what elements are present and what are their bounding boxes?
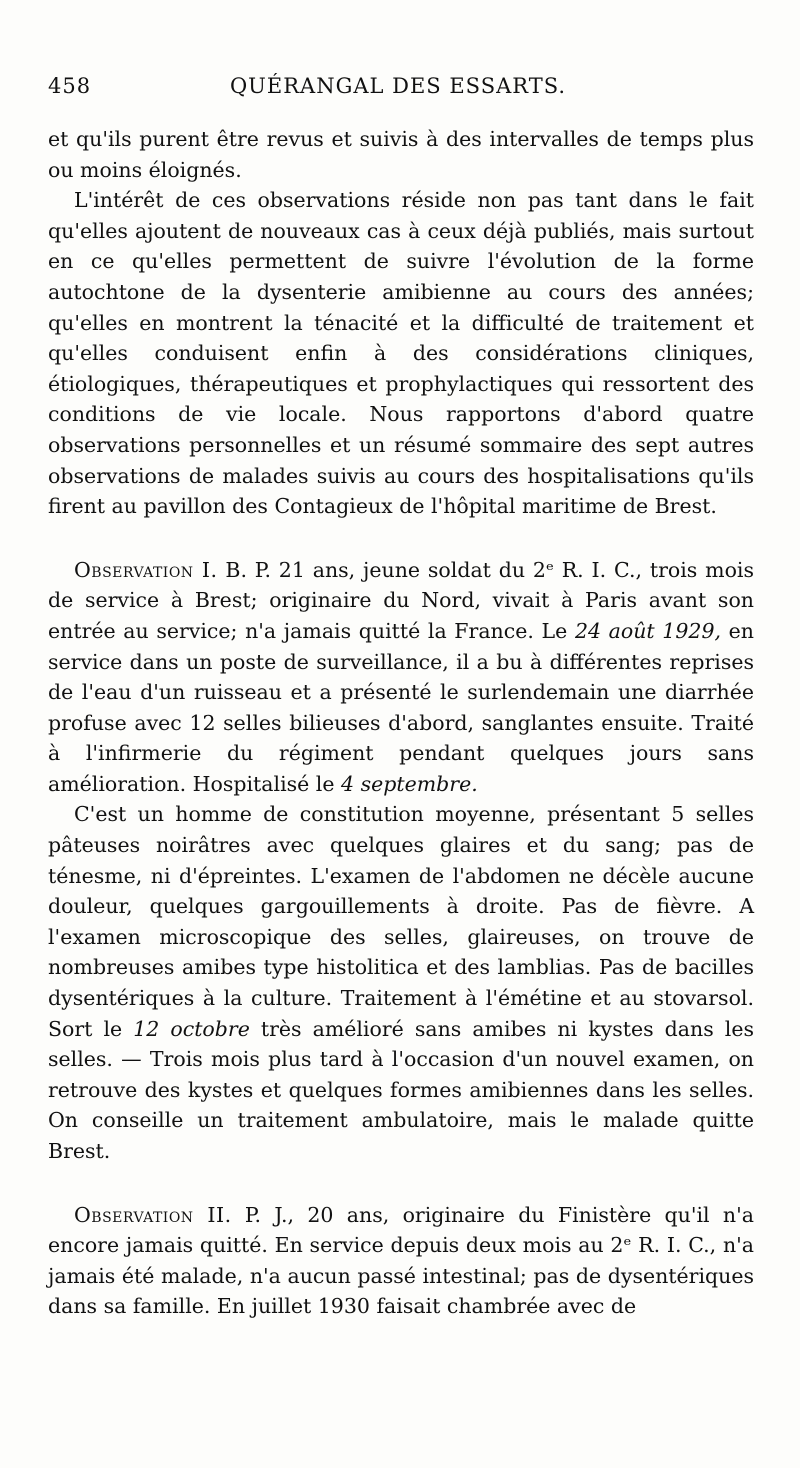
observation-1-date-1: 24 août 1929, [574, 618, 721, 643]
observation-1-date-3: 12 octobre [133, 1016, 250, 1041]
observation-2-paragraph-1 [48, 1200, 754, 1322]
page-number: 458 [48, 74, 92, 98]
intro-paragraph-1: et qu'ils purent être revus et suivis à des intervalles de temps plus ou moins éloignés. [48, 127, 754, 182]
observation-1-paragraph-1 [48, 555, 754, 800]
observation-1-paragraph-2 [48, 799, 754, 1166]
observation-1-label: Observation I. [74, 557, 218, 582]
page-header [48, 74, 748, 108]
observation-1-date-2: 4 septembre. [341, 771, 478, 796]
observation-1-text-a: B. P. 21 ans, jeune soldat du 2ᵉ R. I. C., trois mois de service à Brest; originaire du Nord, vivait à Paris avant son entrée au service; n'a jamais quitté la France. Le [48, 557, 754, 643]
observation-2-label: Observation II. [74, 1202, 232, 1227]
observation-2-date-1: 1930 [317, 1294, 370, 1319]
observation-2-text-a: P. J., 20 ans, originaire du Finistère qu'il n'a encore jamais quitté. En service depuis deux mois au 2ᵉ R. I. C., n'a jamais été malade, n'a aucun passé intestinal; pas de dysentériques dans sa famille. En juillet [48, 1202, 754, 1319]
section-gap [48, 522, 754, 555]
section-gap [48, 1167, 754, 1200]
observation-2-text-b: faisait chambrée avec de [376, 1294, 637, 1319]
running-title: QUÉRANGAL DES ESSARTS. [229, 74, 567, 98]
observation-1-text-c: C'est un homme de constitution moyenne, présentant 5 selles pâteuses noirâtres avec quelques glaires et du sang; pas de ténesme, ni d'épreintes. L'examen de l'abdomen ne décèle aucune douleur, quelques gargouillements à droite. Pas de fièvre. A l'examen microscopique des selles, glaireuses, on trouve de nombreuses amibes type histolitica et des lamblias. Pas de bacilles dysentériques à la culture. Traitement à l'émétine et au stovarsol. Sort le [48, 802, 754, 1041]
observation-1-text-b: en service dans un poste de surveillance, il a bu à différentes reprises de l'eau d'un ruisseau et a présenté le surlendemain une diarrhée profuse avec 12 selles bilieuses d'abord, sanglantes ensuite. Traité à l'infirmerie du régiment pendant quelques jours sans amélioration. Hospitalisé le [48, 618, 754, 796]
observation-1-text-d: très amélioré sans amibes ni kystes dans les selles. — Trois mois plus tard à l'occasion d'un nouvel examen, on retrouve des kystes et quelques formes amibiennes dans les selles. On conseille un traitement ambulatoire, mais le malade quitte Brest. [48, 1016, 754, 1163]
body-text [48, 124, 754, 1322]
intro-paragraph-2: L'intérêt de ces observations réside non pas tant dans le fait qu'elles ajoutent de nouveaux cas à ceux déjà publiés, mais surtout en ce qu'elles permettent de suivre l'évolution de la forme autochtone de la dysenterie amibienne au cours des années; qu'elles en montrent la ténacité et la difficulté de traitement et qu'elles conduisent enfin à des considérations cliniques, étiologiques, thérapeutiques et prophylactiques qui ressortent des conditions de vie locale. Nous rapportons d'abord quatre observations personnelles et un résumé sommaire des sept autres observations de malades suivis au cours des hospitalisations qu'ils firent au pavillon des Contagieux de l'hôpital maritime de Brest. [48, 188, 754, 519]
